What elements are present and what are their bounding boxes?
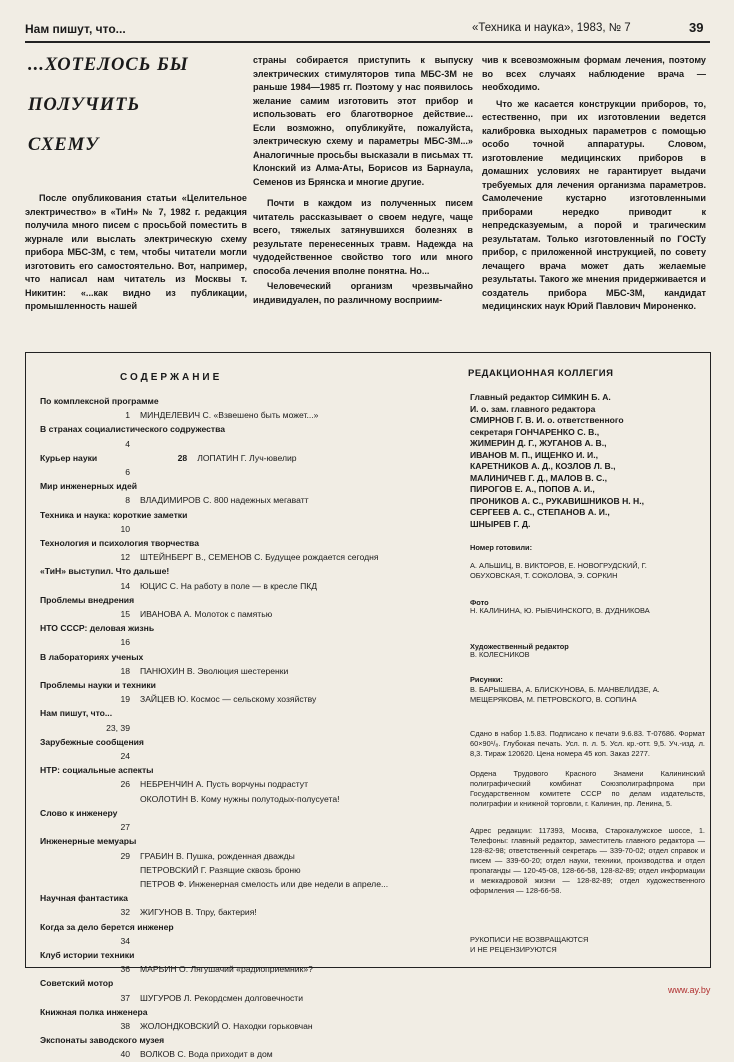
entry-title: НЕБРЕНЧИН А. Пусть ворчуны подрастут	[140, 779, 309, 790]
section-title: Слово к инженеру	[40, 807, 118, 818]
page-ref: 16	[120, 637, 130, 648]
board-line: Главный редактор СИМКИН Б. А.	[470, 392, 611, 402]
section-title: Техника и наука: короткие заметки	[40, 509, 188, 520]
page-ref: 8	[125, 495, 130, 506]
section-title: В лабораториях ученых	[40, 651, 144, 662]
drawings-label: Рисунки:	[470, 675, 503, 684]
page-ref: 37	[120, 992, 130, 1003]
contents-entry	[40, 863, 460, 877]
board-list	[470, 392, 705, 530]
running-head-left: Нам пишут, что...	[25, 22, 126, 36]
manuscripts-notice	[470, 935, 588, 955]
contents-entry	[40, 493, 460, 507]
contents-entry	[40, 777, 460, 791]
entry-title: ПАНЮХИН В. Эволюция шестеренки	[140, 665, 289, 676]
contents-entry	[40, 1019, 460, 1033]
page-ref: 40	[120, 1049, 130, 1060]
paragraph: страны собирается приступить к выпуску электрических стимуляторов типа МБС-3М не раньше 1984—1985 гг. Поэтому у нас появилось желание самим изготовить этот прибор и использовать его благотворное действие... Если возможно, опубликуйте, пожалуйста, электрическую схему и параметры МБС-3М...» Аналогичные просьбы высказали в письмах тт. Клонский из Алма-Аты, Борисов из Барнаула, Семенов из Брянска и многие другие.	[253, 55, 473, 187]
paragraph: Что же касается конструкции приборов, то, естественно, при их изготовлении ведется калибровка выходных параметров с помощью особо точной аппаратуры. Словом, изготовление медицинских приборов в домашних условиях не гарантирует выдачи требуемых для лечения организма параметров. Самолечение кустарно изготовленными приборами нередко приводит к непредсказуемым, а порой и трагическим результатам. Только изготовленный по ГОСТу прибор, с приложенной инструкцией, по совету лечащего врача может дать желаемые результаты. Такого же мнения придерживается и создатель прибора МБС-3М, кандидат медицинских наук Юрий Павлович Мироненко.	[482, 98, 706, 311]
section-title: Когда за дело берется инженер	[40, 921, 174, 932]
contents-section	[40, 422, 460, 436]
page-ref: 4	[125, 438, 130, 449]
page-number: 39	[689, 20, 704, 35]
section-title: Курьер науки	[40, 452, 98, 463]
page-ref: 26	[120, 779, 130, 790]
contents-entry	[40, 607, 460, 621]
contents-entry	[40, 877, 460, 891]
contents-section	[40, 394, 460, 408]
contents-entry	[40, 991, 460, 1005]
contents-section	[40, 834, 460, 848]
section-title: НТО СССР: деловая жизнь	[40, 623, 155, 634]
entry-title: ЛОПАТИН Г. Луч-ювелир	[197, 452, 297, 463]
contents-entry	[40, 962, 460, 976]
paragraph: чив к всевозможным формам лечения, поэтому во всех случаях наблюдение врача — необходимо.	[482, 55, 706, 92]
contents-section	[40, 976, 460, 990]
contents-entry	[40, 905, 460, 919]
contents-section	[40, 1033, 460, 1047]
contents-section	[40, 920, 460, 934]
entry-title: ОКОЛОТИН В. Кому нужны полутодых-полусуета!	[140, 793, 340, 804]
entry-title: ПЕТРОВСКИЙ Г. Разящие сквозь броню	[140, 864, 301, 875]
contents-list	[40, 394, 460, 1062]
contents-entry	[40, 522, 460, 536]
page-ref: 1	[125, 410, 130, 421]
page-ref: 36	[120, 964, 130, 975]
page-ref: 18	[120, 665, 130, 676]
section-title: В странах социалистического содружества	[40, 424, 226, 435]
printer-info: Ордена Трудового Красного Знамени Калининский полиграфический комбинат Союзполиграфпрома при Государственном комитете СССР по делам издательств, полиграфии и книжной торговли, г. Калинин, пр. Ленина, 5.	[470, 769, 705, 808]
page-ref: 19	[120, 694, 130, 705]
drawings-names: В. БАРЫШЕВА, А. БЛИСКУНОВА, Б. МАНВЕЛИДЗЕ, А. МЕЩЕРЯКОВА, М. ПЕТРОВСКОГО, В. СОПИНА	[470, 685, 660, 704]
contents-entry	[40, 721, 460, 735]
title-line: ПОЛУЧИТЬ	[28, 95, 141, 115]
paragraph: Человеческий организм чрезвычайно индивидуален, по различному восприим-	[253, 281, 473, 305]
section-title: Проблемы внедрения	[40, 594, 135, 605]
contents-entry	[40, 465, 460, 479]
page-ref: 32	[120, 907, 130, 918]
paragraph: После опубликования статьи «Целительное электричество» в «ТиН» № 7, 1982 г. редакция получила много писем с просьбой поместить в журнале или выслать электрическую схему прибора МБС-3М, с тем, чтобы читатели могли изготовить его самостоятельно. Вот, например, что написал нам читатель из Москвы т. Никитин: «...как видно из публикации, промышленность нашей	[25, 193, 247, 311]
running-head-right: «Техника и наука», 1983, № 7	[472, 22, 631, 34]
contents-section	[40, 806, 460, 820]
contents-entry	[40, 692, 460, 706]
contents-section	[40, 735, 460, 749]
contents-section	[40, 479, 460, 493]
title-line: СХЕМУ	[28, 135, 100, 155]
board-line: МАЛИНИЧЕВ Г. Д., МАЛОВ В. С.,	[470, 472, 608, 483]
contents-section	[40, 451, 460, 465]
contents-entry	[40, 934, 460, 948]
contents-entry	[40, 437, 460, 451]
contents-section	[40, 536, 460, 550]
contents-entry	[40, 579, 460, 593]
board-line: ПРОНИКОВ А. С., РУКАВИШНИКОВ Н. Н.,	[470, 495, 645, 506]
prepared-names: А. АЛЬШИЦ, В. ВИКТОРОВ, Е. НОВОГРУДСКИЙ, Г. ОБУХОВСКАЯ, Т. СОКОЛОВА, Э. СОРКИН	[470, 561, 647, 580]
editorial-address: Адрес редакции: 117393, Москва, Старокалужское шоссе, 1. Телефоны: главный редактор, заместитель главного редактора — 128-82-98; ответственный секретарь — 339-70-02; отдел справок и писем — 339-60-20; отдел науки, техники, производства и отдел пропаганды — 120-45-08, 128-66-58, 128-82-89; отдел информации и межкадровой жизни — 128-82-89; отдел художественного оформления — 128-66-58.	[470, 826, 705, 895]
page-ref: 34	[120, 935, 130, 946]
entry-title: ШУГУРОВ Л. Рекордсмен долговечности	[140, 992, 304, 1003]
watermark: www.ay.by	[668, 985, 711, 995]
board-line: СЕРГЕЕВ А. С., СТЕПАНОВ А. И.,	[470, 507, 610, 517]
contents-section	[40, 650, 460, 664]
page-ref: 28	[177, 452, 188, 463]
entry-title: ЖИГУНОВ В. Тпру, бактерия!	[140, 907, 257, 918]
entry-title: МИНДЕЛЕВИЧ С. «Взвешено быть может...»	[140, 410, 319, 421]
article-column-1	[25, 192, 247, 314]
board-line: секретаря ГОНЧАРЕНКО С. В.,	[470, 426, 600, 437]
entry-title: ЮЦИС С. На работу в поле — в кресле ПКД	[140, 580, 318, 591]
page-ref: 24	[120, 751, 130, 762]
contents-entry	[40, 792, 460, 806]
contents-section	[40, 564, 460, 578]
section-title: Мир инженерных идей	[40, 481, 138, 492]
page-ref: 29	[120, 850, 130, 861]
art-editor-name: В. КОЛЕСНИКОВ	[470, 650, 530, 659]
page-ref: 12	[120, 552, 130, 563]
page-ref: 10	[120, 523, 130, 534]
section-title: Экспонаты заводского музея	[40, 1035, 165, 1046]
section-title: Нам пишут, что...	[40, 708, 113, 719]
contents-section	[40, 593, 460, 607]
contents-section	[40, 621, 460, 635]
art-editor-label: Художественный редактор	[470, 642, 569, 651]
entry-title: ШТЕЙНБЕРГ В., СЕМЕНОВ С. Будущее рождается сегодня	[140, 552, 379, 563]
section-title: Зарубежные сообщения	[40, 736, 144, 747]
photo-names: Н. КАЛИНИНА, Ю. РЫБЧИНСКОГО, В. ДУДНИКОВА	[470, 606, 650, 615]
board-line: ИВАНОВ М. П., ИЩЕНКО И. И.,	[470, 449, 599, 460]
contents-section	[40, 508, 460, 522]
contents-section	[40, 706, 460, 720]
contents-entry	[40, 849, 460, 863]
section-title: «ТиН» выступил. Что дальше!	[40, 566, 170, 577]
section-title: Технология и психология творчества	[40, 538, 199, 549]
paragraph: Почти в каждом из полученных писем читатель рассказывает о своем недуге, чаще всего, тяжелых затянувшихся болезнях в результате перенесенных травм. Надежда на чудодейственное свойство того или много способа лечения вполне понятна. Но...	[253, 198, 473, 276]
section-title: Инженерные мемуары	[40, 836, 137, 847]
page-ref: 6	[125, 467, 130, 478]
contents-entry	[40, 664, 460, 678]
page-ref: 23, 39	[106, 722, 130, 733]
board-line: ШНЫРЕВ Г. Д.	[470, 518, 531, 529]
title-line: ...ХОТЕЛОСЬ БЫ	[28, 55, 189, 75]
notice-line: И НЕ РЕЦЕНЗИРУЮТСЯ	[470, 945, 557, 954]
contents-entry	[40, 1047, 460, 1061]
section-title: Клуб истории техники	[40, 949, 135, 960]
contents-entry	[40, 635, 460, 649]
section-title: Научная фантастика	[40, 893, 128, 904]
page-ref: 27	[120, 822, 130, 833]
section-title: По комплексной программе	[40, 396, 159, 406]
prepared-label: Номер готовили:	[470, 543, 533, 552]
board-line: СМИРНОВ Г. В. И. о. ответственного	[470, 415, 624, 425]
entry-title: ВОЛКОВ С. Вода приходит в дом	[140, 1049, 273, 1060]
board-line: ЖИМЕРИН Д. Г., ЖУГАНОВ А. В.,	[470, 438, 607, 448]
contents-entry	[40, 408, 460, 422]
print-info: Сдано в набор 1.5.83. Подписано к печати 9.6.83. Т-07686. Формат 60×90¹/₈. Глубокая печать. Усл. п. л. 5. Усл. кр.-отт. 9,5. Уч.-изд. л. 8,3. Тираж 120620. Цена номера 45 коп. Заказ 2277.	[470, 729, 705, 758]
entry-title: ПЕТРОВ Ф. Инженерная смелость или две недели в апреле...	[140, 878, 389, 889]
entry-title: ИВАНОВА А. Молоток с памятью	[140, 609, 273, 620]
header-rule	[25, 41, 710, 43]
board-line: ПИРОГОВ Е. А., ПОПОВ А. И.,	[470, 484, 595, 494]
notice-line: РУКОПИСИ НЕ ВОЗВРАЩАЮТСЯ	[470, 935, 589, 944]
article-title	[28, 50, 228, 160]
section-title: Советский мотор	[40, 978, 114, 989]
page-ref: 14	[120, 580, 130, 591]
entry-title: МАРЬИН О. Лягушачий «радиоприемник»?	[140, 964, 313, 975]
contents-title: СОДЕРЖАНИЕ	[120, 372, 223, 383]
photo-label: Фото	[470, 598, 489, 607]
entry-title: ГРАБИН В. Пушка, рожденная дважды	[140, 850, 295, 861]
contents-entry	[40, 749, 460, 763]
section-title: НТР: социальные аспекты	[40, 765, 154, 776]
page-ref: 15	[120, 609, 130, 620]
page-ref: 38	[120, 1020, 130, 1031]
entry-title: ЖОЛОНДКОВСКИЙ О. Находки горьковчан	[140, 1020, 313, 1031]
contents-entry	[40, 550, 460, 564]
section-title: Книжная полка инженера	[40, 1006, 148, 1017]
board-line: КАРЕТНИКОВ А. Д., КОЗЛОВ Л. В.,	[470, 461, 616, 471]
contents-section	[40, 891, 460, 905]
contents-section	[40, 678, 460, 692]
board-title: РЕДАКЦИОННАЯ КОЛЛЕГИЯ	[468, 368, 614, 379]
contents-section	[40, 948, 460, 962]
section-title: Проблемы науки и техники	[40, 680, 156, 691]
contents-section	[40, 763, 460, 777]
entry-title: ЗАЙЦЕВ Ю. Космос — сельскому хозяйству	[140, 694, 317, 705]
entry-title: ВЛАДИМИРОВ С. 800 надежных мегаватт	[140, 495, 309, 506]
article-column-3	[482, 54, 706, 314]
board-line: И. о. зам. главного редактора	[470, 403, 596, 414]
contents-entry	[40, 820, 460, 834]
article-column-2	[253, 54, 473, 307]
contents-section	[40, 1005, 460, 1019]
